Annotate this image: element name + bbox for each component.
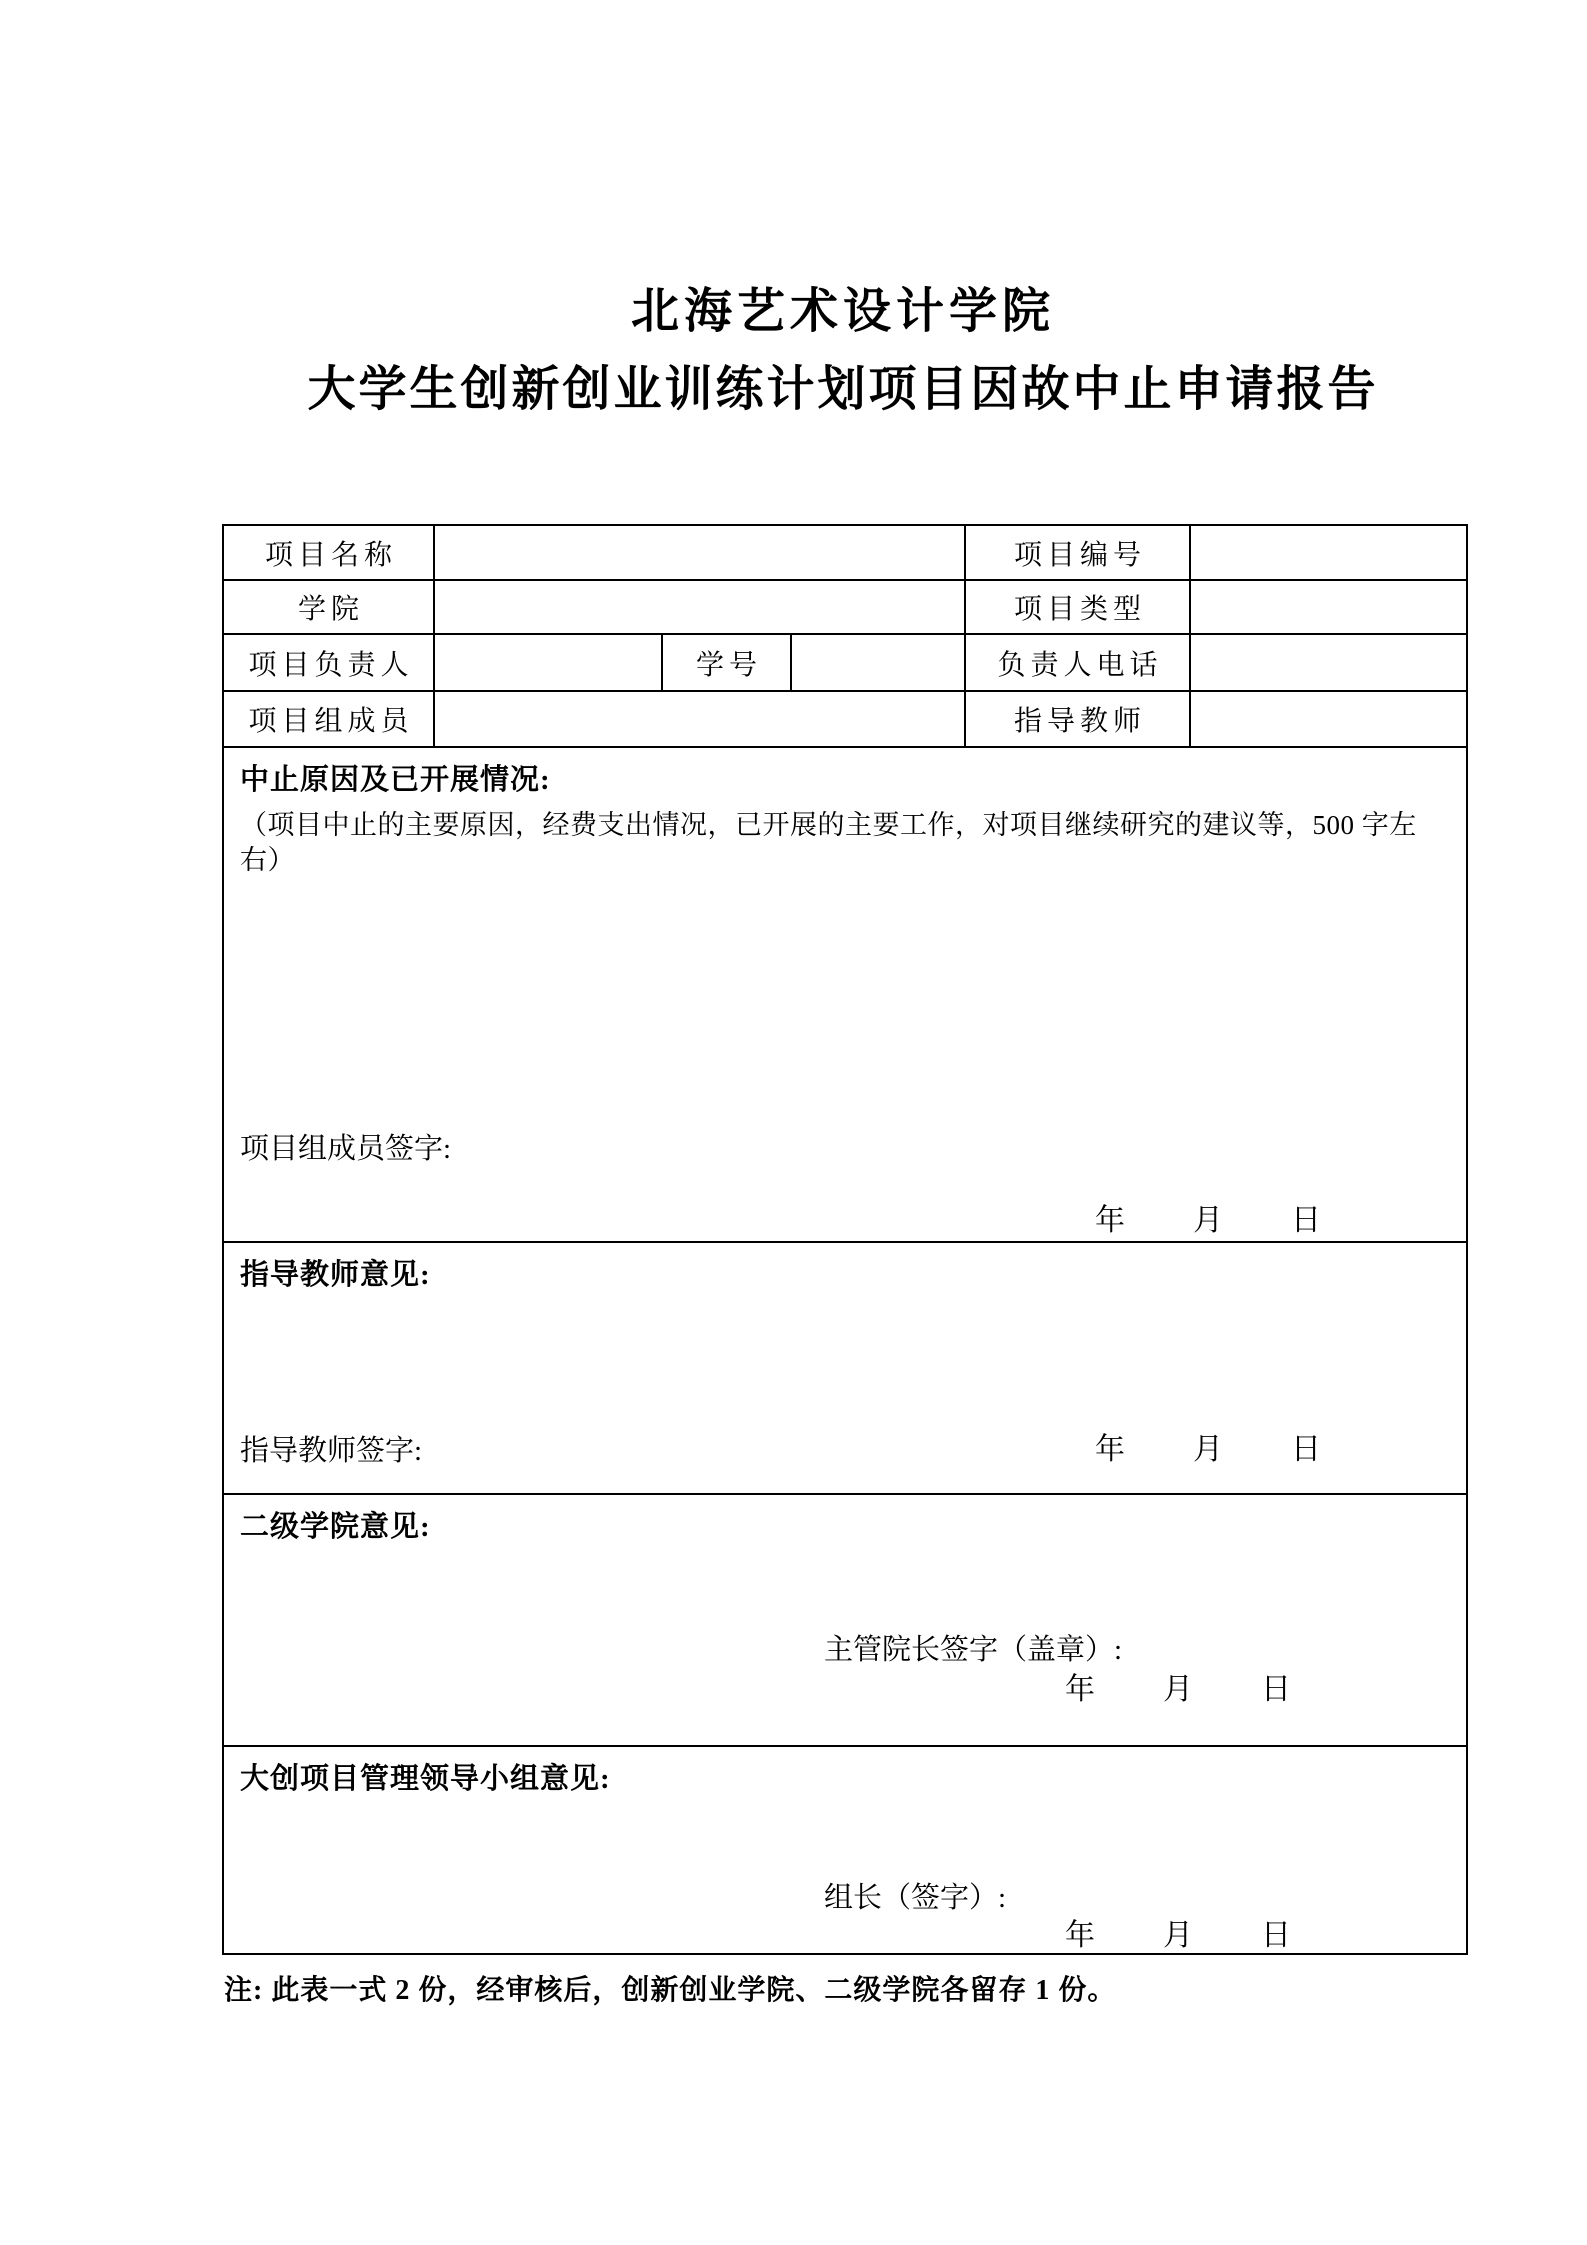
group-leader-signature-label: 组长（签字）: xyxy=(824,1882,1007,1914)
project-no-label: 项目编号 xyxy=(966,526,1191,581)
info-table xyxy=(222,524,1468,1955)
members-signature-label: 项目组成员签字: xyxy=(240,1133,452,1165)
leader-phone-label: 负责人电话 xyxy=(966,635,1191,692)
leader-value[interactable] xyxy=(435,635,663,692)
project-name-value[interactable] xyxy=(435,526,966,581)
date-line xyxy=(224,1675,1466,1705)
advisor-label: 指导教师 xyxy=(966,692,1191,748)
advisor-opinion-text-area[interactable] xyxy=(228,1299,1462,1414)
month-label: 月 xyxy=(1193,1433,1223,1466)
section-committee-opinion xyxy=(224,1747,1466,1953)
year-label: 年 xyxy=(1065,1673,1095,1706)
dean-signature-label: 主管院长签字（盖章）: xyxy=(824,1634,1123,1666)
project-type-value[interactable] xyxy=(1191,581,1466,635)
project-name-label: 项目名称 xyxy=(224,526,435,581)
doc-subtitle: 大学生创新创业训练计划项目因故中止申请报告 xyxy=(307,363,1379,416)
termination-reason-text-area[interactable] xyxy=(228,848,1462,1108)
members-value[interactable] xyxy=(435,692,966,748)
section-advisor-opinion xyxy=(224,1243,1466,1495)
student-id-value[interactable] xyxy=(792,635,966,692)
college-opinion-heading: 二级学院意见: xyxy=(240,1511,431,1543)
members-label: 项目组成员 xyxy=(224,692,435,748)
year-label: 年 xyxy=(1095,1433,1125,1466)
advisor-opinion-heading: 指导教师意见: xyxy=(240,1259,431,1291)
day-label: 日 xyxy=(1261,1673,1291,1706)
day-label: 日 xyxy=(1291,1204,1321,1237)
section-termination-reason xyxy=(224,748,1466,1243)
college-opinion-text-area[interactable] xyxy=(228,1551,1462,1621)
footer-note: 注: 此表一式 2 份，经审核后，创新创业学院、二级学院各留存 1 份。 xyxy=(224,1975,1117,2006)
date-line xyxy=(224,1206,1466,1236)
project-type-label: 项目类型 xyxy=(966,581,1191,635)
month-label: 月 xyxy=(1163,1919,1193,1952)
year-label: 年 xyxy=(1095,1204,1125,1237)
college-value[interactable] xyxy=(435,581,966,635)
leader-phone-value[interactable] xyxy=(1191,635,1466,692)
leader-label: 项目负责人 xyxy=(224,635,435,692)
section-college-opinion xyxy=(224,1495,1466,1747)
termination-reason-heading: 中止原因及已开展情况: xyxy=(240,764,551,796)
date-line xyxy=(224,1435,1466,1465)
date-line xyxy=(224,1921,1466,1951)
committee-opinion-text-area[interactable] xyxy=(228,1803,1462,1869)
day-label: 日 xyxy=(1261,1919,1291,1952)
advisor-signature-label: 指导教师签字: xyxy=(240,1435,423,1467)
college-label: 学院 xyxy=(224,581,435,635)
advisor-value[interactable] xyxy=(1191,692,1466,748)
committee-opinion-heading: 大创项目管理领导小组意见: xyxy=(240,1763,611,1795)
termination-reason-note: （项目中止的主要原因，经费支出情况，已开展的主要工作，对项目继续研究的建议等，500 字左右） xyxy=(240,810,1417,876)
year-label: 年 xyxy=(1065,1919,1095,1952)
doc-title: 北海艺术设计学院 xyxy=(630,285,1055,338)
project-no-value[interactable] xyxy=(1191,526,1466,581)
student-id-label: 学号 xyxy=(663,635,792,692)
month-label: 月 xyxy=(1193,1204,1223,1237)
day-label: 日 xyxy=(1291,1433,1321,1466)
month-label: 月 xyxy=(1163,1673,1193,1706)
